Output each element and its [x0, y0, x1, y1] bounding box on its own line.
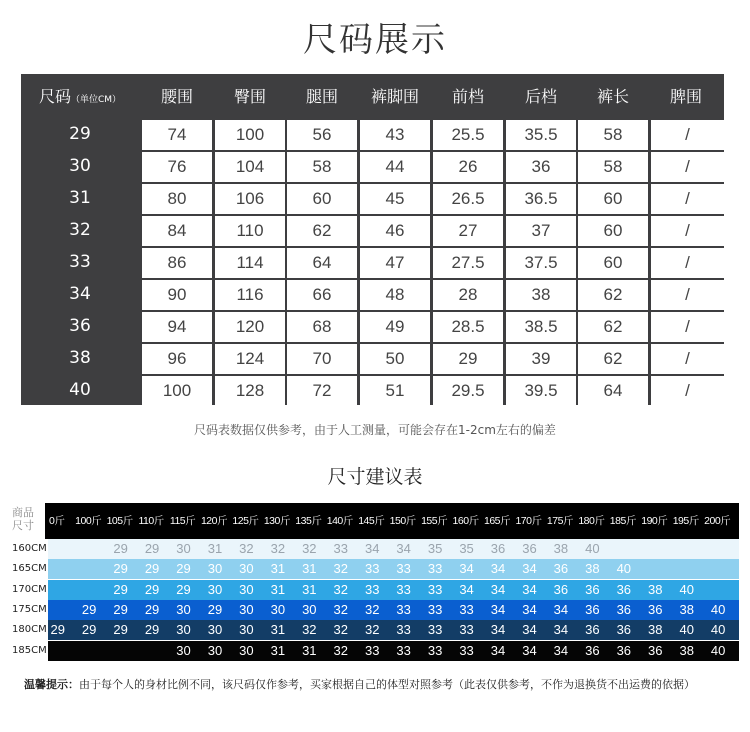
- recommended-size: 34: [490, 601, 506, 617]
- weight-label: 105斤: [106, 515, 133, 527]
- table-cell: 64: [578, 376, 648, 406]
- recommended-size: 34: [459, 581, 474, 597]
- table-cell: 68: [287, 312, 357, 342]
- recommended-size: 32: [333, 601, 348, 617]
- recommended-size: 32: [239, 541, 254, 556]
- recommended-size: 32: [364, 622, 380, 638]
- table-row: [21, 310, 724, 342]
- recommended-size: 34: [364, 541, 380, 556]
- table-row: [21, 374, 724, 406]
- recommended-size: 36: [585, 601, 600, 617]
- size-table-header: [21, 74, 724, 118]
- table-cell: 43: [360, 120, 430, 150]
- size-recommendation-chart: [12, 503, 739, 661]
- table-cell: 124: [215, 344, 285, 374]
- recommended-size: 32: [364, 601, 380, 617]
- recommended-size: 36: [585, 642, 600, 658]
- tip-label: 温馨提示：: [24, 678, 79, 691]
- recommended-size: 33: [364, 642, 380, 658]
- recommended-size: 31: [270, 622, 286, 638]
- table-cell: /: [651, 344, 724, 374]
- recommended-size: 32: [302, 622, 317, 638]
- recommended-size: 30: [207, 622, 223, 638]
- recommended-size: 30: [270, 601, 286, 617]
- page-title: 尺码展示: [303, 20, 447, 60]
- size-header-unit: （单位CM）: [70, 95, 122, 105]
- recommended-size: 29: [144, 622, 160, 638]
- recommended-size: 34: [522, 561, 537, 577]
- table-cell: 60: [578, 216, 648, 246]
- table-row: [21, 214, 724, 246]
- recommended-size: 36: [616, 642, 632, 658]
- recommended-size: 33: [427, 622, 443, 638]
- table-cell: 106: [215, 184, 285, 214]
- corner-label-top: 商品: [12, 506, 34, 519]
- table-cell: 80: [142, 184, 212, 214]
- table-cell: 26.5: [433, 184, 503, 214]
- recommended-size: 29: [113, 541, 128, 556]
- table-cell: 110: [215, 216, 285, 246]
- recommended-size: 30: [207, 642, 223, 658]
- weight-label: 150斤: [389, 515, 416, 527]
- table-cell: /: [651, 248, 724, 278]
- table-cell: 58: [287, 152, 357, 182]
- recommended-size: 30: [239, 601, 254, 617]
- table-cell: /: [651, 280, 724, 310]
- table-cell: 64: [287, 248, 357, 278]
- recommended-size: 34: [490, 642, 506, 658]
- recommended-size: 29: [113, 601, 128, 617]
- recommended-size: 33: [459, 622, 474, 638]
- table-cell: 62: [578, 280, 648, 310]
- recommended-size: 38: [648, 622, 663, 638]
- table-row: [21, 278, 724, 310]
- recommended-size: 29: [113, 581, 128, 597]
- recommended-size: 29: [113, 622, 128, 638]
- table-cell: 104: [215, 152, 285, 182]
- recommended-size: 40: [710, 622, 726, 638]
- table-cell: 94: [142, 312, 212, 342]
- recommended-size: 36: [553, 581, 569, 597]
- table-cell: 66: [287, 280, 357, 310]
- table-cell: 62: [578, 344, 648, 374]
- table-cell: 120: [215, 312, 285, 342]
- recommended-size: 33: [427, 561, 443, 577]
- recommended-size: 33: [427, 642, 443, 658]
- table-cell: 116: [215, 280, 285, 310]
- recommended-size: 31: [302, 581, 317, 597]
- recommended-size: 29: [113, 561, 128, 577]
- table-cell: 56: [287, 120, 357, 150]
- recommended-size: 31: [270, 581, 286, 597]
- recommended-size: 32: [270, 541, 286, 556]
- recommended-size: 34: [490, 581, 506, 597]
- measurement-note: 尺码表数据仅供参考，由于人工测量，可能会存在1-2cm左右的偏差: [194, 423, 556, 437]
- recommended-size: 32: [333, 622, 348, 638]
- table-cell: 60: [287, 184, 357, 214]
- recommended-size: 36: [616, 581, 632, 597]
- table-cell: 96: [142, 344, 212, 374]
- table-row: [21, 246, 724, 278]
- table-cell: 114: [215, 248, 285, 278]
- size-label: 29: [69, 124, 91, 144]
- size-label: 40: [69, 380, 91, 400]
- size-label: 34: [69, 284, 91, 304]
- table-cell: /: [651, 120, 724, 150]
- weight-label: 170斤: [515, 515, 542, 527]
- table-cell: 58: [578, 120, 648, 150]
- table-cell: 74: [142, 120, 212, 150]
- height-label: 185CM: [12, 644, 47, 656]
- column-header: 裤长: [596, 87, 629, 106]
- recommended-size: 34: [522, 581, 537, 597]
- recommended-size: 31: [207, 541, 223, 556]
- table-cell: 38: [506, 280, 576, 310]
- recommended-size: 29: [144, 581, 160, 597]
- column-header: 腿围: [305, 87, 338, 106]
- table-cell: 76: [142, 152, 212, 182]
- column-header: 后档: [524, 87, 557, 106]
- table-cell: 39.5: [506, 376, 576, 406]
- recommended-size: 38: [648, 581, 663, 597]
- corner-label-bottom: 尺寸: [12, 519, 34, 532]
- size-table: [21, 74, 724, 405]
- column-header: 裤脚围: [370, 87, 419, 106]
- column-header: 臀围: [233, 87, 266, 106]
- weight-label: 175斤: [546, 515, 573, 527]
- table-cell: 46: [360, 216, 430, 246]
- weight-label: 160斤: [452, 515, 479, 527]
- recommended-size: 31: [270, 642, 286, 658]
- recommended-size: 33: [364, 561, 380, 577]
- table-cell: 36.5: [506, 184, 576, 214]
- table-cell: 100: [215, 120, 285, 150]
- recommended-size: 30: [239, 581, 254, 597]
- recommended-size: 29: [81, 622, 97, 638]
- table-cell: 47: [360, 248, 430, 278]
- recommended-size: 33: [364, 581, 380, 597]
- recommended-size: 30: [207, 561, 223, 577]
- recommended-size: 40: [710, 601, 726, 617]
- tip-line: [24, 676, 734, 692]
- weight-label: 155斤: [421, 515, 448, 527]
- height-label: 170CM: [12, 583, 47, 595]
- recommended-size: 30: [302, 601, 317, 617]
- recommended-size: 36: [648, 642, 663, 658]
- table-row: [21, 150, 724, 182]
- weight-label: 100斤: [75, 515, 102, 527]
- weight-label: 0斤: [49, 515, 65, 527]
- size-label: 38: [69, 348, 91, 368]
- recommended-size: 30: [176, 541, 191, 556]
- table-cell: 28.5: [433, 312, 503, 342]
- table-cell: 62: [578, 312, 648, 342]
- table-cell: 25.5: [433, 120, 503, 150]
- recommended-size: 40: [710, 642, 726, 658]
- table-cell: 45: [360, 184, 430, 214]
- table-cell: 29.5: [433, 376, 503, 406]
- table-cell: 37.5: [506, 248, 576, 278]
- weight-label: 200斤: [704, 515, 731, 527]
- recommended-size: 29: [144, 601, 160, 617]
- recommended-size: 34: [490, 561, 506, 577]
- recommended-size: 38: [679, 642, 694, 658]
- size-label: 30: [69, 156, 91, 176]
- recommended-size: 29: [81, 601, 97, 617]
- recommended-size: 33: [396, 601, 411, 617]
- recommended-size: 34: [522, 642, 537, 658]
- recommended-size: 40: [585, 541, 600, 556]
- table-cell: 70: [287, 344, 357, 374]
- weight-label: 130斤: [263, 515, 290, 527]
- recommended-size: 36: [490, 541, 506, 556]
- table-cell: 35.5: [506, 120, 576, 150]
- table-cell: 38.5: [506, 312, 576, 342]
- table-cell: /: [651, 216, 724, 246]
- recommended-size: 29: [144, 561, 160, 577]
- table-cell: 51: [360, 376, 430, 406]
- weight-label: 195斤: [672, 515, 699, 527]
- weight-label: 120斤: [200, 515, 227, 527]
- table-cell: /: [651, 312, 724, 342]
- table-cell: 36: [506, 152, 576, 182]
- column-header: 腰围: [160, 87, 193, 106]
- recommended-size: 30: [176, 642, 191, 658]
- recommended-size: 34: [522, 601, 537, 617]
- size-label: 32: [69, 220, 91, 240]
- recommend-title: 尺寸建议表: [327, 466, 423, 488]
- table-cell: 60: [578, 248, 648, 278]
- table-cell: 27.5: [433, 248, 503, 278]
- recommended-size: 36: [616, 601, 632, 617]
- recommended-size: 33: [396, 581, 411, 597]
- height-label: 175CM: [12, 603, 47, 615]
- weight-label: 140斤: [326, 515, 353, 527]
- recommended-size: 40: [679, 622, 694, 638]
- weight-label: 125斤: [232, 515, 259, 527]
- size-label: 31: [69, 188, 91, 208]
- table-cell: 128: [215, 376, 285, 406]
- weight-label: 145斤: [358, 515, 385, 527]
- height-label: 165CM: [12, 563, 47, 575]
- weight-label: 115斤: [169, 515, 196, 527]
- recommended-size: 31: [302, 642, 317, 658]
- table-cell: 72: [287, 376, 357, 406]
- table-cell: 44: [360, 152, 430, 182]
- size-header-label: 尺码: [38, 87, 71, 106]
- table-cell: 84: [142, 216, 212, 246]
- height-label: 180CM: [12, 624, 47, 636]
- recommended-size: 33: [427, 581, 443, 597]
- weight-header-row: [45, 503, 739, 539]
- recommended-size: 36: [648, 601, 663, 617]
- recommended-size: 34: [396, 541, 411, 556]
- recommended-size: 32: [333, 561, 348, 577]
- recommended-size: 33: [459, 601, 474, 617]
- weight-label: 135斤: [295, 515, 322, 527]
- table-cell: /: [651, 184, 724, 214]
- weight-label: 110斤: [138, 515, 164, 527]
- weight-label: 180斤: [578, 515, 605, 527]
- recommended-size: 29: [176, 581, 191, 597]
- recommended-size: 36: [585, 581, 600, 597]
- height-label: 160CM: [12, 543, 47, 554]
- recommended-size: 30: [207, 581, 223, 597]
- table-cell: 28: [433, 280, 503, 310]
- table-cell: /: [651, 152, 724, 182]
- size-label: 36: [69, 316, 91, 336]
- table-row: [21, 118, 724, 150]
- weight-label: 165斤: [484, 515, 511, 527]
- recommended-size: 36: [553, 561, 569, 577]
- size-label: 33: [69, 252, 91, 272]
- recommended-size: 29: [207, 601, 223, 617]
- table-cell: 90: [142, 280, 212, 310]
- recommended-size: 33: [427, 601, 443, 617]
- recommended-size: 34: [553, 642, 569, 658]
- recommended-size: 34: [553, 601, 569, 617]
- recommended-size: 32: [333, 642, 348, 658]
- recommended-size: 34: [490, 622, 506, 638]
- table-cell: 86: [142, 248, 212, 278]
- table-cell: 26: [433, 152, 503, 182]
- recommended-size: 32: [333, 581, 348, 597]
- recommended-size: 30: [239, 561, 254, 577]
- recommended-size: 36: [522, 541, 537, 556]
- recommended-size: 34: [522, 622, 537, 638]
- column-header: 前档: [451, 87, 484, 106]
- table-cell: 100: [142, 376, 212, 406]
- table-cell: 48: [360, 280, 430, 310]
- recommended-size: 38: [553, 541, 569, 556]
- recommended-size: 40: [616, 561, 632, 577]
- table-cell: 58: [578, 152, 648, 182]
- recommended-size: 35: [427, 541, 443, 556]
- table-cell: 29: [433, 344, 503, 374]
- weight-label: 185斤: [609, 515, 636, 527]
- recommended-size: 30: [176, 622, 191, 638]
- recommended-size: 30: [176, 601, 191, 617]
- recommended-size: 36: [585, 622, 600, 638]
- table-row: [21, 342, 724, 374]
- table-cell: /: [651, 376, 724, 406]
- table-cell: 50: [360, 344, 430, 374]
- recommended-size: 33: [396, 622, 411, 638]
- recommended-size: 38: [585, 561, 600, 577]
- recommended-size: 33: [396, 642, 411, 658]
- weight-label: 190斤: [641, 515, 668, 527]
- table-cell: 62: [287, 216, 357, 246]
- column-header: 脾围: [669, 87, 702, 106]
- recommended-size: 30: [239, 622, 254, 638]
- table-cell: 27: [433, 216, 503, 246]
- table-row: [21, 182, 724, 214]
- table-cell: 39: [506, 344, 576, 374]
- recommended-size: 29: [50, 622, 65, 638]
- recommended-size: 29: [144, 541, 160, 556]
- recommended-size: 30: [239, 642, 254, 658]
- tip-text: 由于每个人的身材比例不同，该尺码仅作参考，买家根据自己的体型对照参考（此表仅供参考，不作为退换货不出运费的依据）: [79, 678, 695, 691]
- recommended-size: 29: [176, 561, 191, 577]
- recommended-size: 36: [616, 622, 632, 638]
- recommended-size: 33: [396, 561, 411, 577]
- recommended-size: 35: [459, 541, 474, 556]
- recommended-size: 32: [302, 541, 317, 556]
- recommended-size: 34: [553, 622, 569, 638]
- recommended-size: 33: [459, 642, 474, 658]
- size-column-header: [21, 74, 139, 118]
- table-cell: 49: [360, 312, 430, 342]
- recommended-size: 34: [459, 561, 474, 577]
- recommended-size: 33: [333, 541, 348, 556]
- recommended-size: 38: [679, 601, 694, 617]
- table-cell: 60: [578, 184, 648, 214]
- table-cell: 37: [506, 216, 576, 246]
- recommended-size: 31: [270, 561, 286, 577]
- recommended-size: 31: [302, 561, 317, 577]
- recommended-size: 40: [679, 581, 694, 597]
